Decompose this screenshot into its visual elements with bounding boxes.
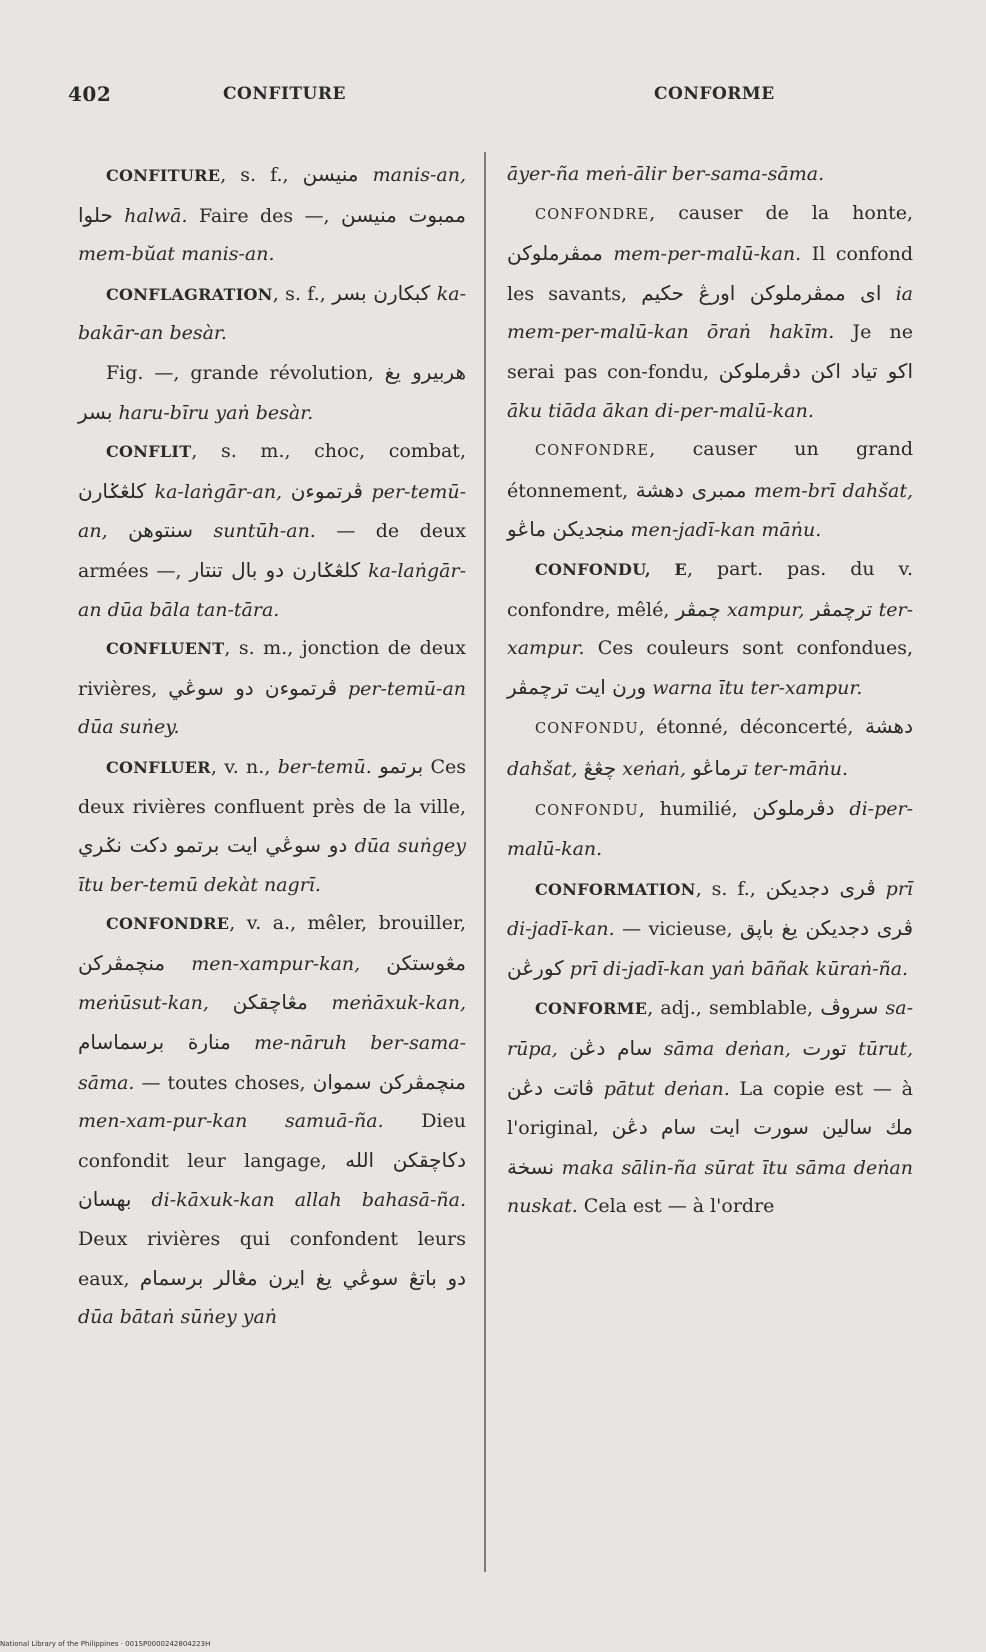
definition-text: causer un grand étonnement, [507,438,913,502]
malay-transliteration: meṅūsut-kan, [78,992,209,1015]
left-column [78,155,466,1337]
jawi-text: ڤرتموءن [290,478,363,503]
jawi-text: منارة برسماسام [78,1030,231,1055]
jawi-text: سنتوهن [128,518,194,543]
headword: CONFORME [535,999,648,1019]
jawi-text: منيسن [302,162,359,186]
entry-confondu-2: CONFONDU, étonné, déconcerté, دهشة dahšat, چڠڠ xeṅaṅ, ترماڠو ter-māṅu. [507,714,913,780]
definition-text: v. a., mêler, brouiller, [246,912,466,935]
malay-transliteration: mem-brī dahšat, [754,479,913,502]
malay-transliteration: ber-temū. [277,755,372,778]
entry-continuation [507,155,913,194]
jawi-text: ممبرى دهشة [635,477,747,502]
definition-text: étonné, déconcerté, [656,716,854,739]
malay-transliteration: men-xampur-kan, [191,952,361,975]
entry-confondre-1: CONFONDRE, v. a., mêler, brouiller, منچمڤركن men-xampur-kan, مڠوستكن meṅūsut-kan, مڠاچقكن meṅāxuk-kan, منارة برسماسام me-nāruh ber-sama-sāma. — toutes choses, منچمڤركن سموان men-xam-pur-kan samuā-ña. Dieu confondit leur langage, دكاچقكن الله بهسان di-kāxuk-kan allah bahasā-ña. Deux rivières qui confondent leurs eaux, دو باتڠ سوڠي يغ ايرن مڠالر برسمام dūa bātaṅ sūṅey yaṅ [78,912,467,1329]
malay-transliteration: āyer-ña meṅ-ālir ber-sama-sāma. [507,163,825,185]
jawi-text: دو سوڠي ايت برتمو دكت نݢري [78,833,348,858]
jawi-text: ڤرى دجديكن [765,875,876,900]
malay-transliteration: di-kāxuk-kan allah bahasā-ña. [151,1189,466,1212]
definition-text: adj., semblable, [660,997,814,1020]
entry-conflit: CONFLIT, s. m., choc, combat, كلڠݢارن ka-laṅgār-an, ڤرتموءن per-temū-an, سنتوهن suntūh-an. — de deux armées —, كلڠݢارن دو بال تنتار ka-laṅgār-an dūa bāla tan-tāra. [78,440,466,621]
entry-confondu-3: CONFONDU, humilié, دڤرملوكن di-per-malū-kan. [507,795,913,861]
malay-transliteration: ter-māṅu. [753,757,849,780]
entry-conflagration: CONFLAGRATION, s. f., كبكارن بسر ka-bakār-an besàr. [78,280,466,345]
definition-text: s. m., jonction de deux rivières, [78,637,466,700]
definition-text: Fig. —, grande révolution, [106,361,374,384]
jawi-text: مڠوستكن [386,950,467,975]
definition-text: s. f., [711,877,756,900]
definition-text: Ces couleurs sont confondues, [597,637,913,660]
malay-transliteration: haru-bīru yaṅ besàr. [118,401,314,424]
definition-text: La copie est — à l'original, [507,1077,914,1140]
definition-text: — toutes choses, [141,1071,306,1094]
jawi-text: كبكارن بسر [332,280,431,305]
malay-transliteration: di-per-malū-kan. [507,797,913,861]
malay-transliteration: sāma deṅan, [663,1038,791,1061]
jawi-text: ترماڠو [692,755,748,780]
malay-transliteration: dahšat, [507,757,578,780]
malay-transliteration: ka-bakār-an besàr. [78,282,466,345]
jawi-text: ڤرتموءن دو سوڠي [168,675,338,700]
malay-transliteration: mem-per-malū-kan. [613,243,802,266]
jawi-text: تورت [802,1036,847,1061]
scan-footer: National Library of the Philippines · 001SP0000242804223H [0,1640,211,1648]
malay-transliteration: xeṅaṅ, [622,757,687,780]
definition-text: humilié, [659,797,738,820]
malay-transliteration: manis-an, [372,164,466,186]
column-divider [484,152,486,1572]
malay-transliteration: pātut deṅan. [603,1077,730,1100]
entry-confluent: CONFLUENT, s. m., jonction de deux rivières, ڤرتموءن دو سوڠي per-temū-an dūa suṅey. [78,637,467,739]
entry-conflagration-fig [78,353,466,432]
jawi-text: ڤرى دجديكن يغ باپق كورڠن [507,916,914,980]
jawi-text: ترچمڤر [810,596,873,621]
jawi-text: سروڤ [820,995,879,1020]
headword: CONFORMATION [535,879,696,899]
running-header [68,82,918,110]
malay-transliteration: ia mem-per-malū-kan ōraṅ hakīm. [507,282,914,344]
definition-text: Faire des —, [198,204,330,227]
malay-transliteration: ter-xampur. [507,598,913,660]
left-running-head: CONFITURE [223,84,346,104]
jawi-text: اى ممڤرملوكن اورڠ حكيم [641,280,882,305]
entry-confondre-2: CONFONDRE, causer de la honte, ممڤرملوكن mem-per-malū-kan. Il confond les savants, اى ممڤرملوكن اورڠ حكيم ia mem-per-malū-kan ōraṅ hakīm. Je ne serai pas con-fondu, اكو تياد اكن دڤرملوكن āku tiāda ākan di-per-malū-kan. [507,201,914,422]
right-column [507,155,913,1226]
headword: CONFONDU [535,802,639,819]
definition-text: s. f., [240,164,289,186]
malay-transliteration: mem-bŭat manis-an. [78,243,275,266]
jawi-text: چڠڠ [583,755,617,780]
headword: CONFLUER [106,757,211,777]
definition-text: s. m., choc, combat, [221,440,466,463]
malay-transliteration: maka sālin-ña sūrat ītu sāma deṅan nuskat. [507,1156,913,1218]
definition-text: Il confond les savants, [507,243,914,305]
jawi-text: كلڠݢارن دو بال تنتار [189,557,361,582]
malay-transliteration: per-temū-an, [78,480,466,543]
headword: CONFONDRE [535,206,650,223]
jawi-text: دڤرملوكن [752,795,835,820]
right-running-head: CONFORME [654,84,775,104]
malay-transliteration: āku tiāda ākan di-per-malū-kan. [507,399,814,422]
jawi-text: هربيرو يغ بسر [78,359,467,424]
headword: CONFONDRE [106,914,230,934]
malay-transliteration: meṅāxuk-kan, [331,992,466,1015]
definition-text: part. pas. du v. confondre, mêlé, [507,557,913,621]
headword: CONFONDU, E [535,559,688,579]
entry-confondu-1: CONFONDU, E, part. pas. du v. confondre, mêlé, چمڤر xampur, ترچمڤر ter-xampur. Ces couleurs sont confondues, ورن ايت ترچمڤر warna ītu ter-xampur. [507,557,913,699]
jawi-text: دهشة [864,714,913,739]
malay-transliteration: prī di-jadī-kan. [507,877,913,941]
headword: CONFONDU [535,721,639,738]
headword: CONFITURE [106,166,221,185]
jawi-text: منجديكن ماڠو [507,517,625,542]
malay-transliteration: tūrut, [858,1038,914,1061]
malay-transliteration: dūa suṅgey ītu ber-temū dekàt nagrī. [78,835,466,896]
jawi-text: ورن ايت ترچمڤر [507,674,647,699]
malay-transliteration: ka-laṅgār-an dūa bāla tan-tāra. [78,559,466,621]
malay-transliteration: prī di-jadī-kan yaṅ bāñak kūraṅ-ña. [569,957,909,980]
definition-text: — vicieuse, [622,918,733,941]
headword: CONFLAGRATION [106,284,273,304]
entry-conforme: CONFORME, adj., semblable, سروڤ sa-rūpa, سام دڠن sāma deṅan, تورت tūrut, ڤاتت دڠن pātut deṅan. La copie est — à l'original, مك سالين سورت ايت سام دڠن نسخة maka sālin-ña sūrat ītu sāma deṅan nuskat. Cela est — à l'ordre [507,995,914,1218]
jawi-text: منچمڤركن [78,950,166,975]
jawi-text: برتمو [379,753,424,778]
entry-conformation: CONFORMATION, s. f., ڤرى دجديكن prī di-jadī-kan. — vicieuse, ڤرى دجديكن يغ باپق كورڠن prī di-jadī-kan yaṅ bāñak kūraṅ-ña. [507,875,914,980]
malay-transliteration: suntūh-an. [213,520,316,543]
jawi-text: ممبوت منيسن [340,202,467,227]
jawi-text: سام دڠن [569,1036,653,1061]
definition-text: — de deux armées —, [78,520,466,582]
malay-transliteration: men-jadī-kan māṅu. [630,519,822,542]
jawi-text: مك سالين سورت ايت سام دڠن نسخة [507,1115,914,1179]
headword: CONFLIT [106,442,192,462]
definition-text: Dieu confondit leur langage, [78,1110,466,1172]
jawi-text: دكاچقكن الله بهسان [78,1147,466,1212]
jawi-text: ڤاتت دڠن [507,1075,594,1100]
malay-transliteration: warna ītu ter-xampur. [652,676,863,699]
entry-confondre-3: CONFONDRE, causer un grand étonnement, ممبرى دهشة mem-brī dahšat, منجديكن ماڠو men-jadī-kan māṅu. [507,438,913,542]
malay-transliteration: men-xam-pur-kan samuā-ña. [78,1110,384,1133]
headword: CONFLUENT [106,639,225,659]
definition-text: causer de la honte, [678,201,913,224]
malay-transliteration: per-temū-an dūa suṅey. [78,677,467,739]
jawi-text: چمڤر [675,596,721,621]
definition-text: Je ne serai pas con-fondu, [507,321,914,383]
jawi-text: دو باتڠ سوڠي يغ ايرن مڠالر برسمام [139,1265,467,1290]
definition-text: Ces deux rivières confluent près de la ville, [78,755,467,818]
malay-transliteration: halwā. [124,204,188,227]
definition-text: v. n., [224,755,271,778]
entry-confiture: CONFITURE, s. f., منيسن manis-an, حلوا halwā. Faire des —, ممبوت منيسن mem-bŭat manis-an. [78,162,467,266]
jawi-text: اكو تياد اكن دڤرملوكن [718,358,913,383]
definition-text: Deux rivières qui confondent leurs eaux, [78,1228,466,1290]
headword: CONFONDRE [535,443,650,460]
jawi-text: حلوا [78,202,113,227]
jawi-text: كلڠݢارن [78,478,146,503]
malay-transliteration: dūa bātaṅ sūṅey yaṅ [78,1306,278,1329]
malay-transliteration: xampur, [726,598,805,621]
page-number: 402 [68,82,112,106]
malay-transliteration: me-nāruh ber-sama-sāma. [78,1032,466,1094]
definition-text: s. f., [285,282,326,305]
definition-text: Cela est — à l'ordre [583,1195,775,1218]
malay-transliteration: sa-rūpa, [507,997,913,1061]
jawi-text: منچمڤركن سموان [312,1069,467,1094]
jawi-text: ممڤرملوكن [507,241,603,266]
entry-confluer: CONFLUER, v. n., ber-temū. برتمو Ces deux rivières confluent près de la ville, دو سوڠي ايت برتمو دكت نݢري dūa suṅgey ītu ber-temū dekàt nagrī. [78,753,467,896]
malay-transliteration: ka-laṅgār-an, [154,480,283,503]
jawi-text: مڠاچقكن [232,990,308,1015]
